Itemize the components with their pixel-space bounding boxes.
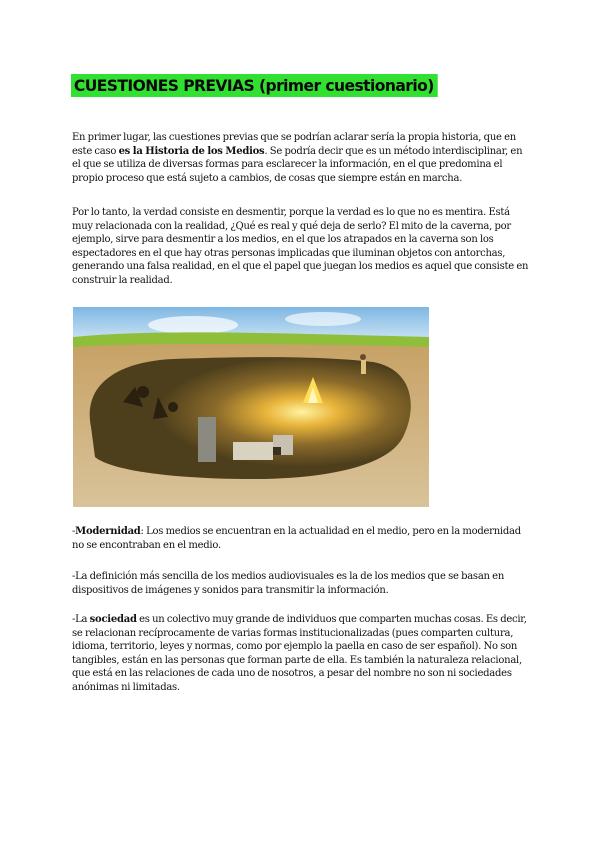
text-run: - <box>72 526 76 537</box>
paragraph-sociedad <box>72 613 532 695</box>
paragraph-intro <box>72 131 532 185</box>
paragraph-audiovisual: -La definición más sencilla de los medios audiovisuales es la de los medios que se basan en dispositivos de imágenes y sonidos para transmitir la información. <box>72 571 505 596</box>
page-title: CUESTIONES PREVIAS (primer cuestionario) <box>71 74 438 97</box>
text-run: En primer lugar, las cuestiones previas que se podrían aclarar sería la propia historia, que en este caso <box>72 132 516 157</box>
bold-text: es la Historia de los Medios <box>118 145 265 157</box>
bold-text: Modernidad <box>75 526 141 537</box>
paragraph-modernidad <box>72 525 532 552</box>
text-run: : Los medios se encuentran en la actualidad en el medio, pero en la modernidad no se encontraban en el medio. <box>72 526 521 551</box>
paragraph-truth: Por lo tanto, la verdad consiste en desmentir, porque la verdad es lo que no es mentira. Está muy relacionada con la realidad, ¿Qué es real y qué deja de serlo? El mito de la caverna, por ejemplo, sirve para desmentir a los medios, en el que los atrapados en la caverna son los espectadores en el que hay otras personas implicadas que iluminan objetos con antorchas, generando una falsa realidad, en el que el papel que juegan los medios es aquel que consiste en construir la realidad. <box>72 207 529 286</box>
bold-text: sociedad <box>89 614 137 625</box>
text-run: -La <box>72 614 90 625</box>
cave-illustration <box>73 307 429 507</box>
text-run: es un colectivo muy grande de individuos que comparten muchas cosas. Es decir, se relacionan recíprocamente de varias formas institucionalizadas (pues comparten cultura, idioma, territorio, leyes y normas, como por ejemplo la paella en caso de ser español). No son tangibles, están en las personas que forman parte de ella. Es también la naturaleza relacional, que está en las relaciones de cada uno de nosotros, a pesar del nombre no son ni sociedades anónimas ni limitadas. <box>72 614 527 693</box>
text-run: . Se podría decir que es un método interdisciplinar, en el que se utiliza de diversas formas para esclarecer la información, en el que predomina el propio proceso que está sujeto a cambios, de cosas que siempre están en marcha. <box>72 145 523 184</box>
